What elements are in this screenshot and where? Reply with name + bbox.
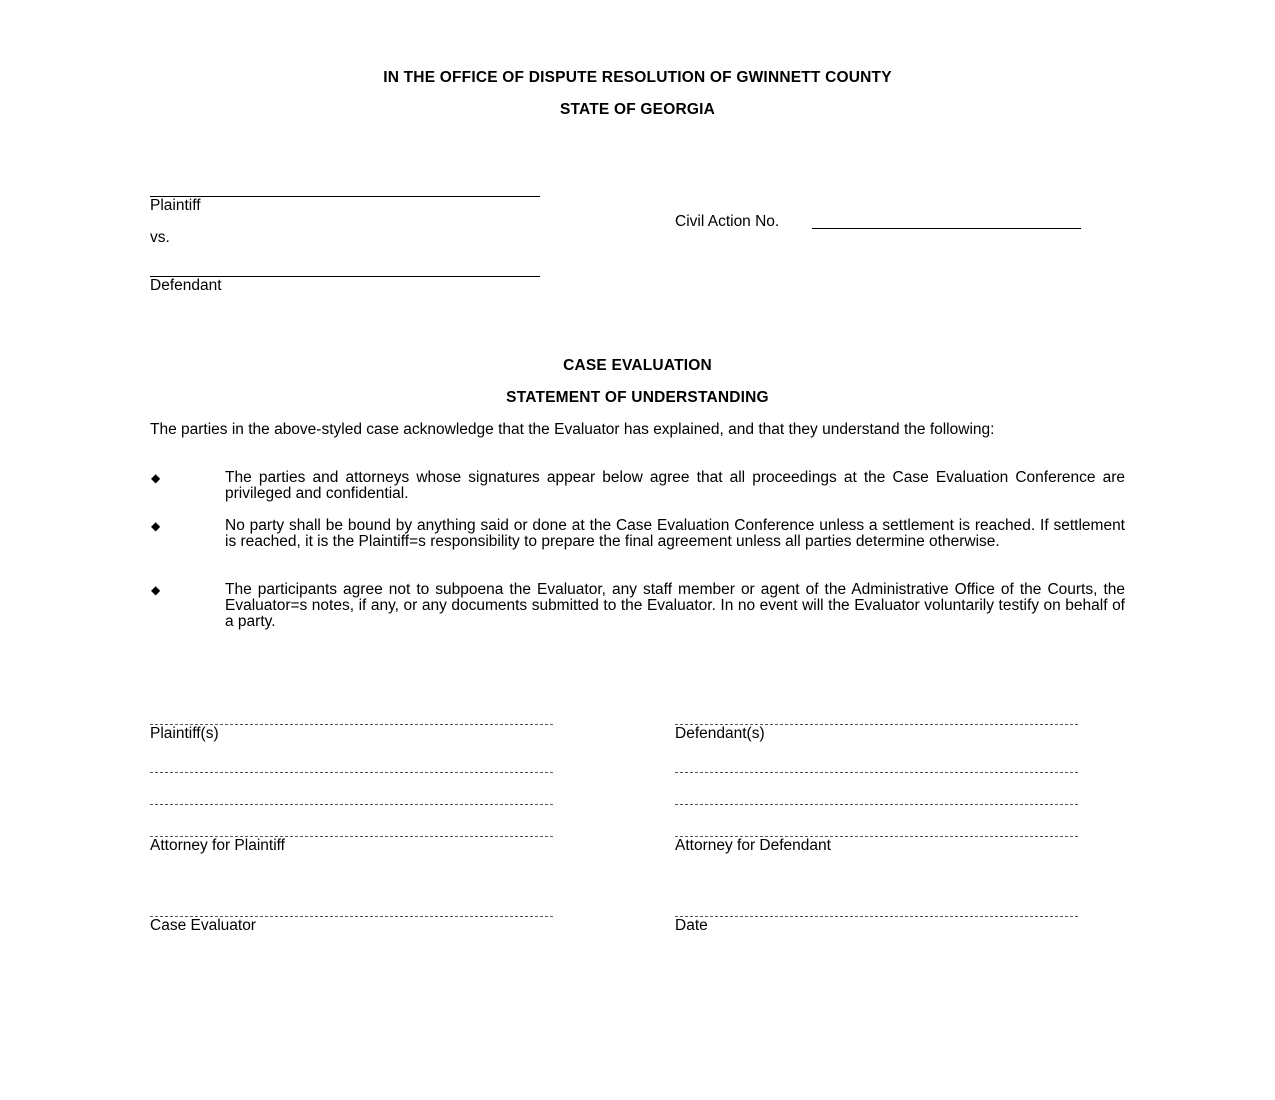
civil-action-label: Civil Action No. [675, 213, 780, 230]
state-heading: STATE OF GEORGIA [559, 101, 716, 118]
attorney-plaintiff-label: Attorney for Plaintiff [150, 837, 285, 854]
plaintiff-signature-line-2[interactable] [150, 772, 553, 773]
plaintiffs-label: Plaintiff(s) [150, 725, 219, 742]
bullet-icon: ◆ [151, 519, 161, 533]
bullet-text: No party shall be bound by anything said or done at the Case Evaluation Conference unless a settlement is reached. If settlement is reached, it is the Plaintiff=s responsibility to prepare the final agreement unless all parties determine otherwise. [225, 517, 1125, 550]
document-subtitle: STATEMENT OF UNDERSTANDING [506, 389, 769, 406]
intro-paragraph: The parties in the above-styled case acknowledge that the Evaluator has explained, and that they understand the following: [150, 421, 995, 438]
defendant-label: Defendant [150, 277, 222, 294]
defendants-label: Defendant(s) [675, 725, 765, 742]
case-evaluator-label: Case Evaluator [150, 917, 256, 934]
document-title: CASE EVALUATION [563, 357, 712, 374]
date-signature-line[interactable] [675, 916, 1078, 917]
civil-action-number-line[interactable] [812, 228, 1081, 229]
date-label: Date [675, 917, 708, 934]
plaintiff-signature-line-3[interactable] [150, 804, 553, 805]
versus-label: vs. [150, 229, 170, 246]
court-heading: IN THE OFFICE OF DISPUTE RESOLUTION OF GWINNETT COUNTY [383, 69, 892, 86]
bullet-icon: ◆ [151, 583, 161, 597]
bullet-icon: ◆ [151, 471, 161, 485]
plaintiff-label: Plaintiff [150, 197, 201, 214]
plaintiff-name-line[interactable] [150, 196, 540, 197]
defendant-signature-line-3[interactable] [675, 804, 1078, 805]
defendant-signature-line-2[interactable] [675, 772, 1078, 773]
attorney-defendant-label: Attorney for Defendant [675, 837, 831, 854]
bullet-text: The participants agree not to subpoena the Evaluator, any staff member or agent of the Administrative Office of the Courts, the Evaluator=s notes, if any, or any documents submitted to the Evaluator. In no event will the Evaluator voluntarily testify on behalf of a party. [225, 581, 1125, 630]
bullet-text: The parties and attorneys whose signatures appear below agree that all proceedings at the Case Evaluation Conference are privileged and confidential. [225, 469, 1125, 502]
